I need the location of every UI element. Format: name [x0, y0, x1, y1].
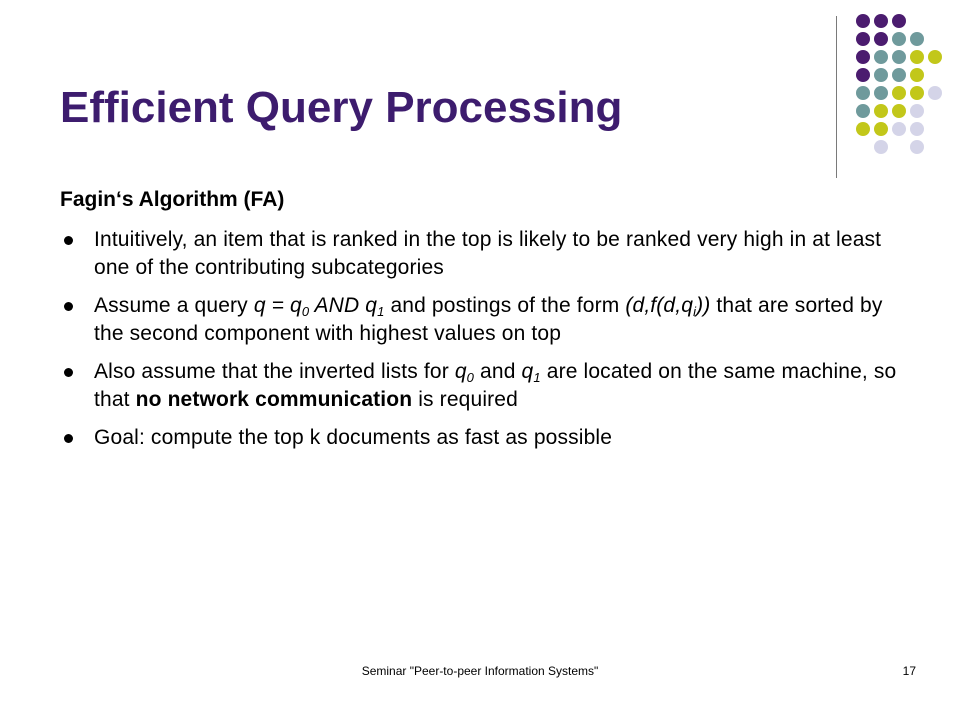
decor-dot — [874, 32, 888, 46]
title-divider-line — [836, 16, 837, 178]
bullet-item-intuition — [60, 226, 910, 282]
decor-dot — [910, 122, 924, 136]
decor-dot — [892, 32, 906, 46]
bullet-text — [94, 292, 910, 348]
decor-dot — [910, 32, 924, 46]
decor-dot — [856, 122, 870, 136]
decor-dot — [910, 86, 924, 100]
bullet-text: Intuitively, an item that is ranked in the top is likely to be ranked very high in at least one of the contributing subcategories — [94, 228, 882, 279]
bullet-icon — [64, 236, 73, 245]
formula-text: AND q — [309, 294, 378, 317]
bullet-text — [94, 358, 910, 414]
text-run: Also assume that the inverted lists for — [94, 360, 455, 383]
decor-dot — [874, 104, 888, 118]
decor-dot — [910, 140, 924, 154]
page-number: 17 — [902, 664, 916, 678]
slide-title: Efficient Query Processing — [60, 83, 623, 132]
decor-dot — [874, 14, 888, 28]
formula-text: q — [454, 360, 467, 383]
bullet-list — [60, 226, 910, 462]
formula-text: )) — [696, 294, 711, 317]
text-run: is required — [412, 388, 518, 411]
decorative-dot-grid — [852, 14, 952, 164]
decor-dot — [856, 32, 870, 46]
formula-text: q — [521, 360, 534, 383]
bullet-item-query-assumption — [60, 292, 910, 348]
bullet-icon — [64, 434, 73, 443]
decor-dot — [928, 86, 942, 100]
bullet-item-goal — [60, 424, 910, 452]
emphasis-text: no network communication — [135, 388, 413, 411]
decor-dot — [910, 50, 924, 64]
decor-dot — [874, 50, 888, 64]
subscript: 0 — [466, 370, 475, 385]
footer-seminar-title: Seminar "Peer-to-peer Information Systems" — [361, 664, 599, 678]
bullet-item-inverted-lists — [60, 358, 910, 414]
decor-dot — [856, 104, 870, 118]
decor-dot — [892, 122, 906, 136]
decor-dot — [856, 86, 870, 100]
text-run: that are sorted by the second component with highest values on top — [94, 294, 883, 345]
decor-dot — [856, 14, 870, 28]
formula-text: q = q — [253, 294, 302, 317]
text-run: and postings of the form — [384, 294, 626, 317]
section-heading: Fagin‘s Algorithm (FA) — [60, 188, 285, 211]
bullet-icon — [64, 368, 73, 377]
bullet-text: Goal: compute the top k documents as fast as possible — [94, 426, 613, 449]
decor-dot — [910, 104, 924, 118]
subscript: i — [693, 304, 697, 319]
decor-dot — [856, 50, 870, 64]
decor-dot — [874, 122, 888, 136]
decor-dot — [892, 50, 906, 64]
subscript: 0 — [301, 304, 310, 319]
text-run: are located on the same machine, so that — [94, 360, 897, 411]
bullet-icon — [64, 302, 73, 311]
subscript: 1 — [377, 304, 385, 319]
decor-dot — [892, 68, 906, 82]
decor-dot — [892, 86, 906, 100]
text-run: Assume a query — [94, 294, 254, 317]
subscript: 1 — [533, 370, 541, 385]
decor-dot — [874, 86, 888, 100]
decor-dot — [910, 68, 924, 82]
formula-text: (d,f(d,q — [625, 294, 694, 317]
text-run: and — [474, 360, 522, 383]
decor-dot — [856, 68, 870, 82]
decor-dot — [928, 50, 942, 64]
decor-dot — [874, 68, 888, 82]
decor-dot — [892, 14, 906, 28]
decor-dot — [892, 104, 906, 118]
decor-dot — [874, 140, 888, 154]
